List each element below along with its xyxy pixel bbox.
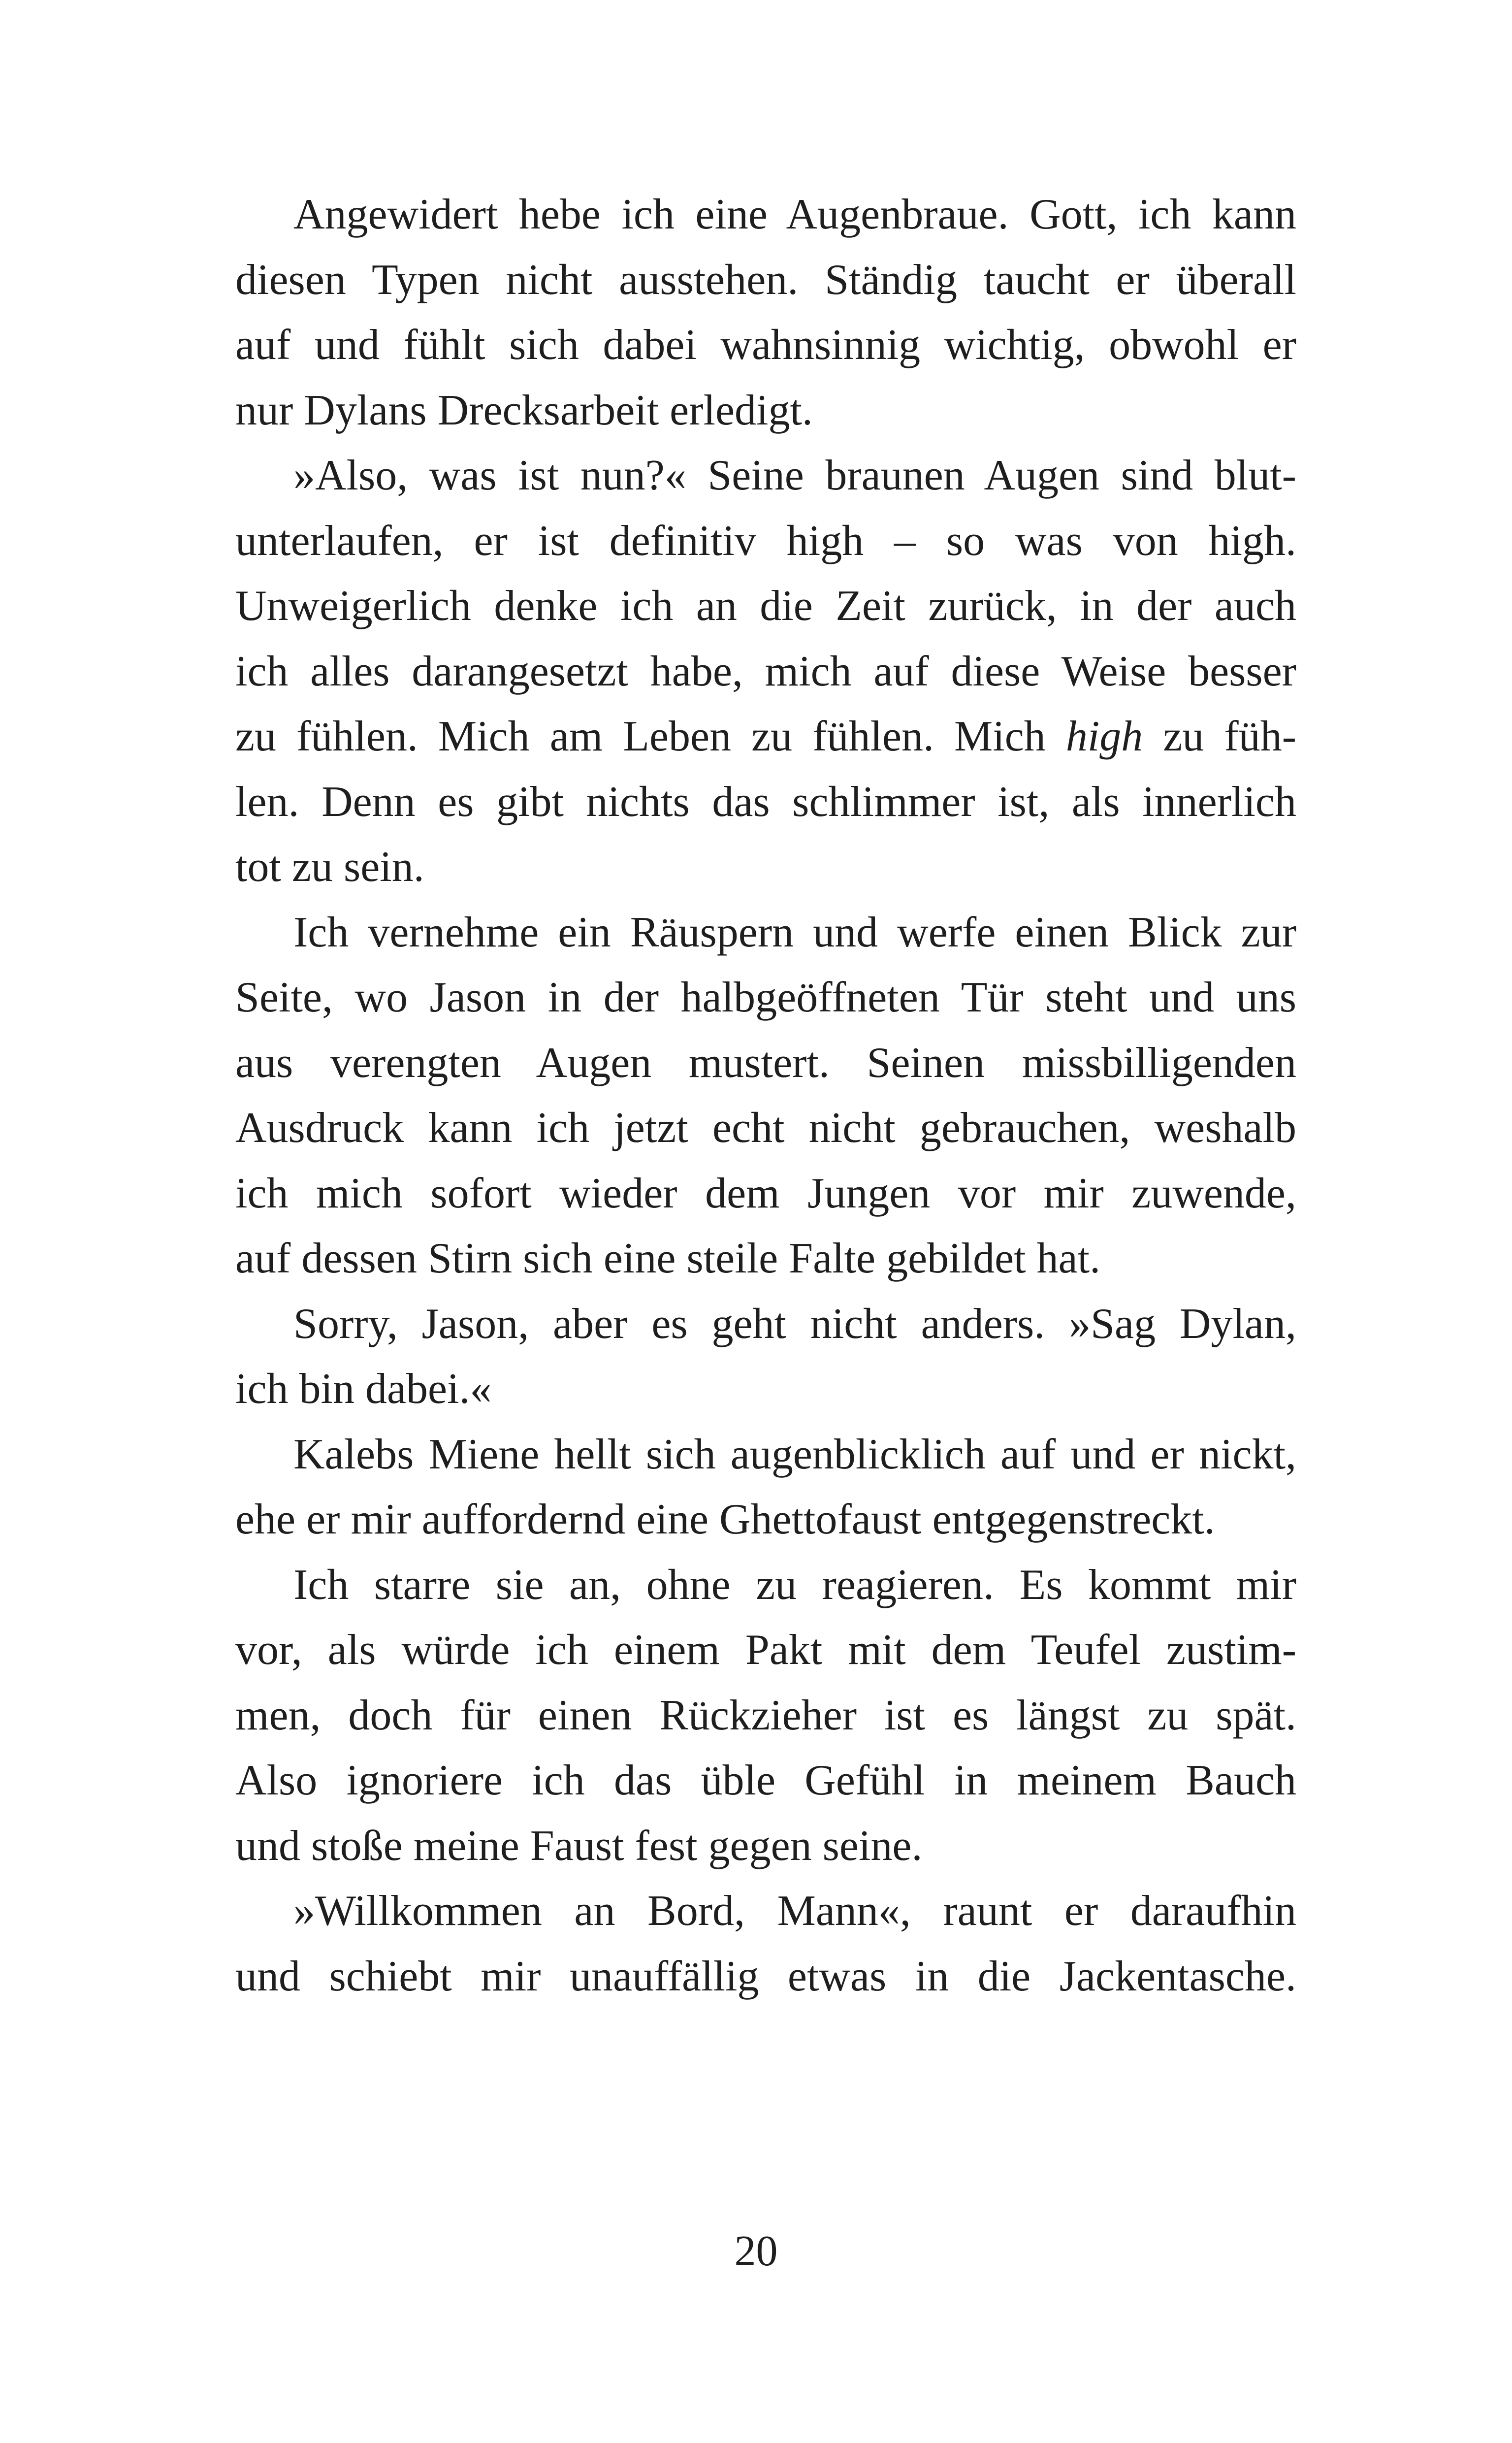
text-line: len. Denn es gibt nichts das schlimmer ist, als innerlich	[235, 778, 1296, 826]
text-line: auf dessen Stirn sich eine steile Falte gebildet hat.	[235, 1235, 1101, 1282]
text-line: und stoße meine Faust fest gegen seine.	[235, 1822, 923, 1870]
text-line: Unweigerlich denke ich an die Zeit zurück, in der auch	[235, 582, 1296, 630]
text-segment: zu fühlen. Mich am Leben zu fühlen. Mich	[235, 713, 1066, 760]
paragraph-6	[235, 1553, 1296, 1879]
text-line: Kalebs Miene hellt sich augenblicklich auf und er nickt,	[293, 1430, 1296, 1478]
text-line: Sorry, Jason, aber es geht nicht anders. »Sag Dylan,	[293, 1300, 1296, 1348]
text-line: men, doch für einen Rückzieher ist es längst zu spät.	[235, 1691, 1296, 1739]
text-line: tot zu sein.	[235, 843, 424, 891]
paragraph-4	[235, 1292, 1296, 1422]
italic-word: high	[1065, 713, 1143, 760]
paragraph-7	[235, 1879, 1296, 2009]
text-line: diesen Typen nicht ausstehen. Ständig taucht er überall	[235, 256, 1296, 304]
text-line: »Willkommen an Bord, Mann«, raunt er daraufhin	[293, 1887, 1296, 1935]
text-line: Angewidert hebe ich eine Augenbraue. Gott, ich kann	[293, 191, 1296, 238]
text-line: ich mich sofort wieder dem Jungen vor mir zuwende,	[235, 1169, 1296, 1217]
text-line: Seite, wo Jason in der halbgeöffneten Tür steht und uns	[235, 974, 1296, 1021]
text-line-with-italic	[235, 704, 1296, 770]
paragraph-3	[235, 900, 1296, 1292]
text-line: ich bin dabei.«	[235, 1365, 492, 1413]
text-line: nur Dylans Drecksarbeit erledigt.	[235, 386, 813, 434]
text-line: Ich vernehme ein Räuspern und werfe einen Blick zur	[293, 908, 1296, 956]
text-line: Also ignoriere ich das üble Gefühl in meinem Bauch	[235, 1757, 1296, 1804]
paragraph-1	[235, 182, 1296, 443]
text-line: »Also, was ist nun?« Seine braunen Augen sind blut-	[293, 452, 1296, 499]
text-line: auf und fühlt sich dabei wahnsinnig wichtig, obwohl er	[235, 321, 1296, 369]
paragraph-2	[235, 443, 1296, 900]
text-line: vor, als würde ich einem Pakt mit dem Teufel zustim-	[235, 1626, 1296, 1674]
text-line: Ich starre sie an, ohne zu reagieren. Es kommt mir	[293, 1561, 1296, 1609]
text-line: und schiebt mir unauffällig etwas in die Jackentasche.	[235, 1952, 1296, 2000]
page-number: 20	[734, 2227, 778, 2275]
text-line: ehe er mir auffordernd eine Ghettofaust entgegenstreckt.	[235, 1496, 1215, 1543]
paragraph-5	[235, 1422, 1296, 1553]
text-line: unterlaufen, er ist definitiv high – so was von high.	[235, 517, 1296, 565]
body-text	[235, 182, 1296, 2009]
text-line: ich alles darangesetzt habe, mich auf diese Weise besser	[235, 647, 1296, 695]
text-line: Ausdruck kann ich jetzt echt nicht gebrauchen, weshalb	[235, 1104, 1296, 1152]
text-segment: zu füh-	[1143, 713, 1296, 760]
text-line: aus verengten Augen mustert. Seinen missbilligenden	[235, 1039, 1296, 1087]
